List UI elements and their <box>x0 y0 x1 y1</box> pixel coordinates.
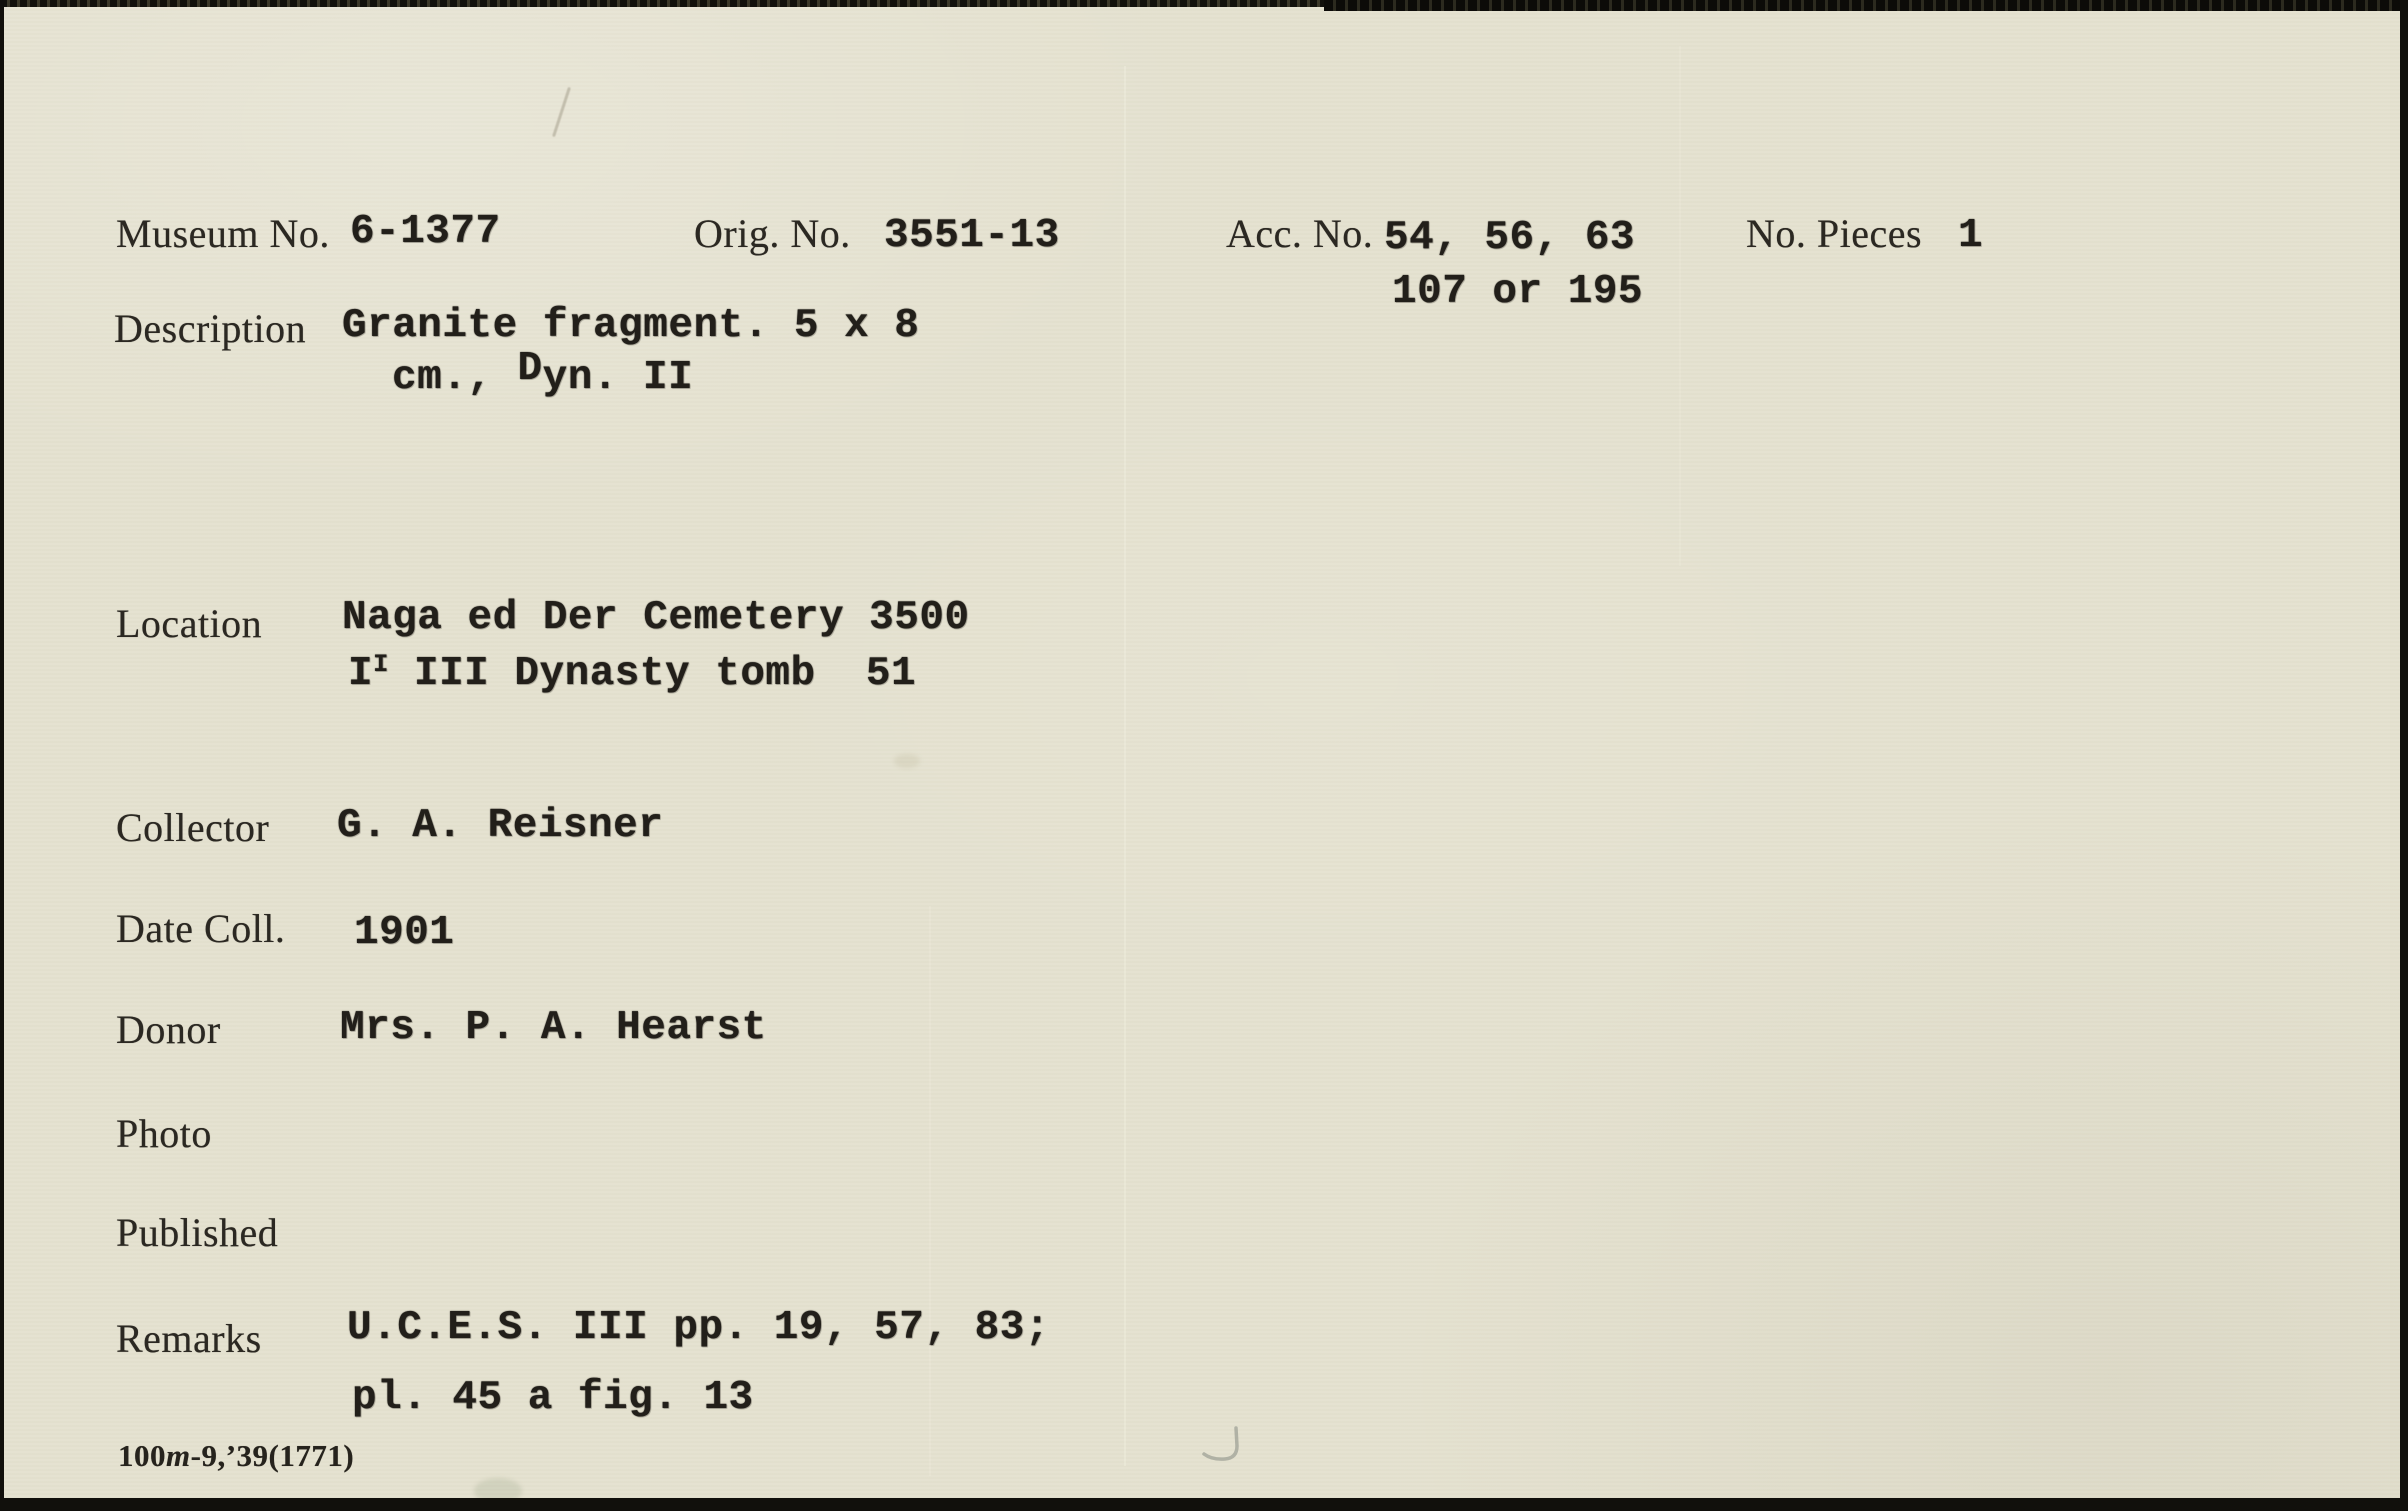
stain-mark <box>894 754 920 768</box>
acc-no-value-line2: 107 or 195 <box>1392 269 1644 315</box>
date-coll-value: 1901 <box>354 910 455 956</box>
collector-label: Collector <box>116 805 270 850</box>
description-line2-raised-d: D <box>517 346 543 392</box>
remarks-line1: U.C.E.S. III pp. 19, 57, 83; <box>347 1305 1050 1351</box>
print-code-pre: 100 <box>118 1438 166 1473</box>
donor-value: Mrs. P. A. Hearst <box>340 1005 767 1051</box>
no-pieces-label: No. Pieces <box>1746 211 1923 256</box>
photo-label: Photo <box>116 1111 212 1156</box>
card-surface <box>4 6 2401 1499</box>
scan-edge-top-right <box>1324 0 2408 11</box>
orig-no-label: Orig. No. <box>694 211 851 256</box>
description-line1: Granite fragment. 5 x 8 <box>342 303 920 349</box>
location-line2-rest: III Dynasty tomb 51 <box>388 651 917 697</box>
donor-label: Donor <box>116 1007 221 1052</box>
acc-no-label: Acc. No. <box>1226 211 1374 256</box>
acc-no-value-line1: 54, 56, 63 <box>1384 215 1636 261</box>
print-code-post: -9,’39(1771) <box>190 1438 355 1473</box>
remarks-line2: pl. 45 a fig. 13 <box>352 1375 754 1421</box>
scanner-streak <box>1124 66 1126 1466</box>
museum-no-label: Museum No. <box>116 211 330 256</box>
scan-edge-bottom <box>0 1498 2408 1511</box>
published-label: Published <box>116 1210 279 1255</box>
museum-no-value: 6-1377 <box>350 209 501 255</box>
scanner-streak <box>1679 46 1681 566</box>
scratch-mark <box>552 87 571 137</box>
pencil-mark <box>1192 1426 1252 1470</box>
location-label: Location <box>116 601 263 646</box>
scanner-streak <box>929 906 931 1476</box>
description-line2-post: yn. II <box>542 355 694 401</box>
scan-edge-right <box>2400 0 2408 1511</box>
location-line2-base: I <box>348 651 374 697</box>
location-line2 <box>348 650 917 697</box>
location-line1: Naga ed Der Cemetery 3500 <box>342 595 970 641</box>
collector-value: G. A. Reisner <box>337 803 664 849</box>
remarks-label: Remarks <box>116 1316 262 1361</box>
no-pieces-value: 1 <box>1958 213 1984 259</box>
description-label: Description <box>114 306 307 351</box>
location-line2-superscript: I <box>373 650 389 680</box>
orig-no-value: 3551-13 <box>884 213 1060 259</box>
description-line2 <box>392 346 694 401</box>
card-footer-print-code <box>118 1440 354 1471</box>
scan-edge-left <box>0 0 4 1511</box>
date-coll-label: Date Coll. <box>116 906 286 951</box>
description-line2-pre: cm., <box>392 355 518 401</box>
print-code-italic-m: m <box>166 1438 191 1473</box>
